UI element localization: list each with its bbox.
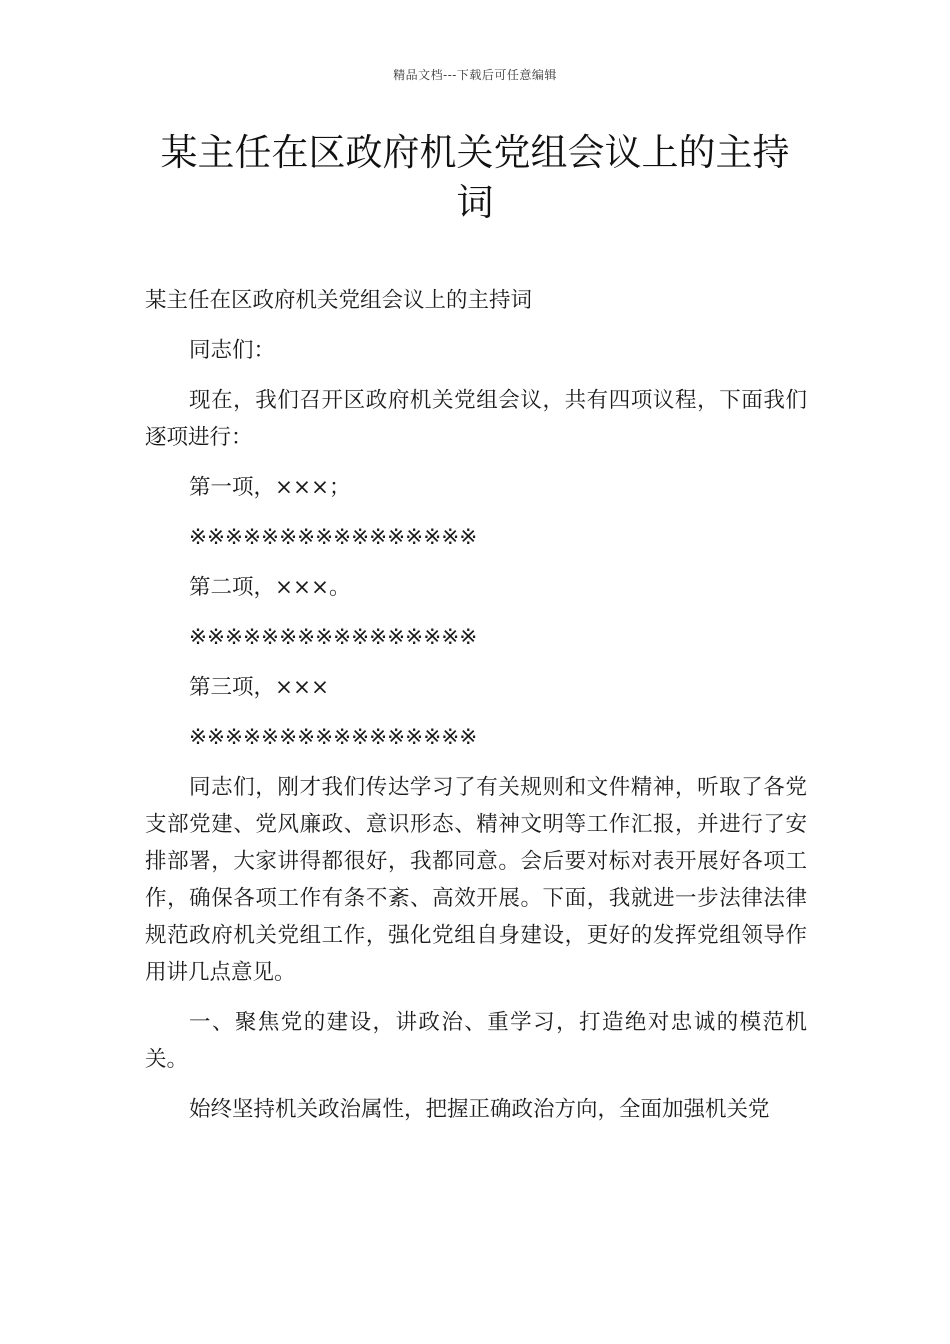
section-heading-1: 一、聚焦党的建设，讲政治、重学习，打造绝对忠诚的模范机关。 bbox=[145, 1010, 807, 1072]
paragraph-intro: 现在，我们召开区政府机关党组会议，共有四项议程，下面我们逐项进行： bbox=[145, 388, 807, 450]
paragraph-greeting: 同志们： bbox=[189, 338, 276, 363]
agenda-item-3: 第三项，××× bbox=[189, 675, 330, 700]
agenda-placeholder-2: ※※※※※※※※※※※※※※※※ bbox=[189, 625, 478, 650]
document-body bbox=[145, 282, 807, 1141]
document-title: 某主任在区政府机关党组会议上的主持词 bbox=[160, 131, 790, 224]
agenda-placeholder-3: ※※※※※※※※※※※※※※※※ bbox=[189, 725, 478, 750]
paragraph-section-1-body: 始终坚持机关政治属性，把握正确政治方向，全面加强机关党 bbox=[189, 1097, 770, 1122]
header-note: 精品文档---下载后可任意编辑 bbox=[393, 68, 557, 82]
agenda-item-2: 第二项，×××。 bbox=[189, 575, 351, 600]
paragraph-subtitle: 某主任在区政府机关党组会议上的主持词 bbox=[145, 288, 533, 313]
agenda-placeholder-1: ※※※※※※※※※※※※※※※※ bbox=[189, 525, 478, 550]
agenda-item-1: 第一项，×××； bbox=[189, 475, 351, 500]
paragraph-summary: 同志们，刚才我们传达学习了有关规则和文件精神，听取了各党支部党建、党风廉政、意识形态、精神文明等工作汇报，并进行了安排部署，大家讲得都很好，我都同意。会后要对标对表开展好各项工作，确保各项工作有条不紊、高效开展。下面，我就进一步法律法律规范政府机关党组工作，强化党组自身建设，更好的发挥党组领导作用讲几点意见。 bbox=[145, 775, 807, 985]
